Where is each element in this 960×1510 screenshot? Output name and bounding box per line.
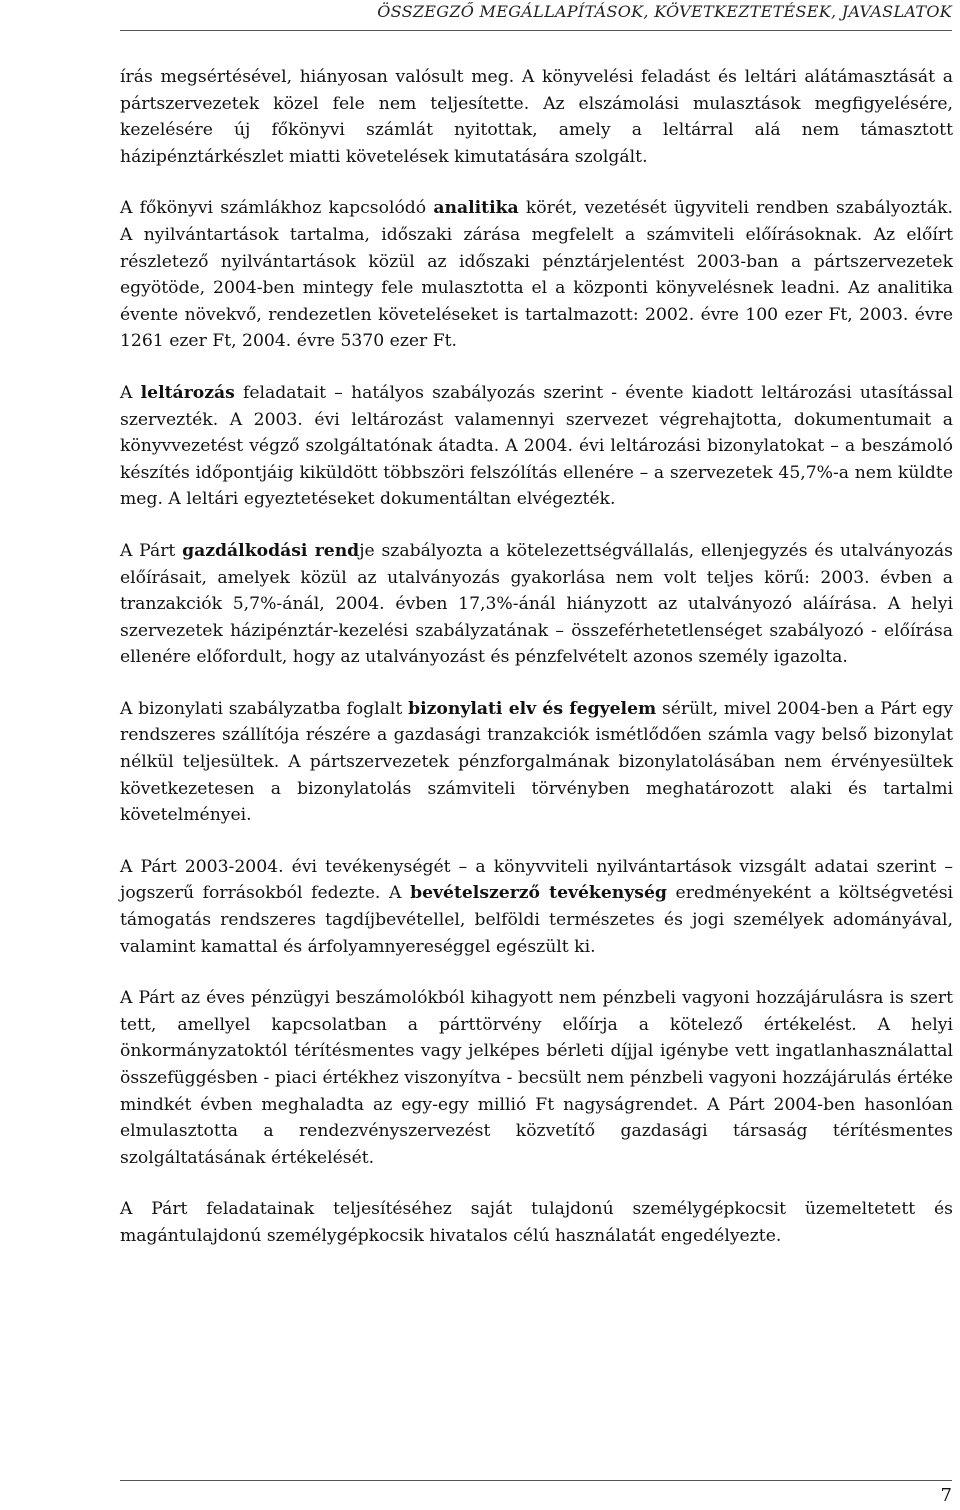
paragraph-text: A Párt <box>120 540 183 561</box>
footer-rule <box>120 1480 952 1481</box>
paragraph <box>120 195 953 355</box>
bold-term: leltározás <box>140 382 235 403</box>
paragraph-text: A Párt 2003-2004. évi tevékenységét – a könyvviteli nyilvántartások vizsgált adatai szerint – jogszerű forrásokból fedezte. A <box>120 856 953 904</box>
bold-term: gazdálkodási rend <box>182 540 360 561</box>
paragraph <box>120 696 953 829</box>
paragraph <box>120 1196 953 1249</box>
paragraph-text: körét, vezetését ügyviteli rendben szabályozták. A nyilvántartások tartalma, időszaki zárása megfelelt a számviteli előírásoknak. Az előírt részletező nyilvántartások közül az időszaki pénztárjelentést 2003-ban a pártszervezetek egyötöde, 2004-ben mintegy fele mulasztotta el a központi könyvelésnek leadni. Az analitika évente növekvő, rendezetlen követeléseket is tartalmazott: 2002. évre 100 ezer Ft, 2003. évre 1261 ezer Ft, 2004. évre 5370 ezer Ft. <box>120 198 953 352</box>
paragraph-text: írás megsértésével, hiányosan valósult meg. A könyvelési feladást és leltári alátámasztását a pártszervezetek közel fele nem teljesítette. Az elszámolási mulasztások megfigyelésére, kezelésére új főkönyvi számlát nyitottak, amely a leltárral alá nem támasztott házipénztárkészlet miatti követelések kimutatására szolgált. <box>120 67 953 167</box>
paragraph <box>120 380 953 513</box>
paragraph <box>120 64 953 170</box>
paragraph-text: A Párt az éves pénzügyi beszámolókból kihagyott nem pénzbeli vagyoni hozzájárulásra is szert tett, amellyel kapcsolatban a párttörvény előírja a kötelező értékelést. A helyi önkormányzatoktól térítésmentes vagy jelképes bérleti díjjal igénybe vett ingatlanhasználattal összefüggésben - piaci értékhez viszonyítva - becsült nem pénzbeli vagyoni hozzájárulás értéke mindkét évben meghaladta az egy-egy millió Ft nagyságrendet. A Párt 2004-ben hasonlóan elmulasztotta a rendezvényszervezést közvetítő gazdasági társaság térítésmentes szolgáltatásának értékelését. <box>120 988 953 1168</box>
bold-term: bizonylati elv és fegyelem <box>408 698 657 719</box>
paragraph-text: sérült, mivel 2004-ben a Párt egy rendszeres szállítója részére a gazdasági tranzakciók ismétlődően számla vagy belső bizonylat nélkül teljesültek. A pártszervezetek pénzforgalmának bizonylatolásában nem érvényesültek következetesen a bizonylatolás számviteli törvényben meghatározott alaki és tartalmi követelményei. <box>120 698 954 826</box>
paragraph <box>120 985 953 1171</box>
paragraph-text: je szabályozta a kötelezettségvállalás, ellenjegyzés és utalványozás előírásait, amelyek közül az utalványozás gyakorlása nem volt teljes körű: 2003. évben a tranzakciók 5,7%-ánál, 2004. évben 17,3%-ánál hiányzott az utalványozó aláírása. A helyi szervezetek házipénztár-kezelési szabályzatának – összeférhetetlenséget szabályozó - előírása ellenére előfordult, hogy az utalványozást és pénzfelvételt azonos személy igazolta. <box>120 540 953 668</box>
header-rule <box>120 30 952 31</box>
paragraph-text: A főkönyvi számlákhoz kapcsolódó <box>120 198 434 219</box>
paragraph-text: A bizonylati szabályzatba foglalt <box>120 698 409 719</box>
page-number: 7 <box>940 1485 952 1506</box>
document-body <box>120 64 953 1275</box>
paragraph-text: A <box>120 382 141 403</box>
paragraph-text: feladatait – hatályos szabályozás szerint - évente kiadott leltározási utasítással szervezték. A 2003. évi leltározást valamennyi szervezet végrehajtotta, dokumentumait a könyvvezetést végző szolgáltatónak átadta. A 2004. évi leltározási bizonylatokat – a beszámoló készítés időpontjáig kiküldött többszöri felszólítás ellenére – a szervezetek 45,7%-a nem küldte meg. A leltári egyeztetéseket dokumentáltan elvégezték. <box>120 382 953 510</box>
paragraph-text: A Párt feladatainak teljesítéséhez saját tulajdonú személygépkocsit üzemeltetett és magántulajdonú személygépkocsik hivatalos célú használatát engedélyezte. <box>120 1199 953 1246</box>
paragraph <box>120 538 953 671</box>
paragraph-text: eredményeként a költségvetési támogatás rendszeres tagdíjbevétellel, belföldi természetes és jogi személyek adományával, valamint kamattal és árfolyamnyereséggel egészült ki. <box>120 883 954 957</box>
paragraph <box>120 854 953 960</box>
bold-term: analitika <box>433 198 519 219</box>
running-header: ÖSSZEGZŐ MEGÁLLAPÍTÁSOK, KÖVETKEZTETÉSEK, JAVASLATOK <box>377 2 952 21</box>
bold-term: bevételszerző tevékenység <box>410 883 667 904</box>
